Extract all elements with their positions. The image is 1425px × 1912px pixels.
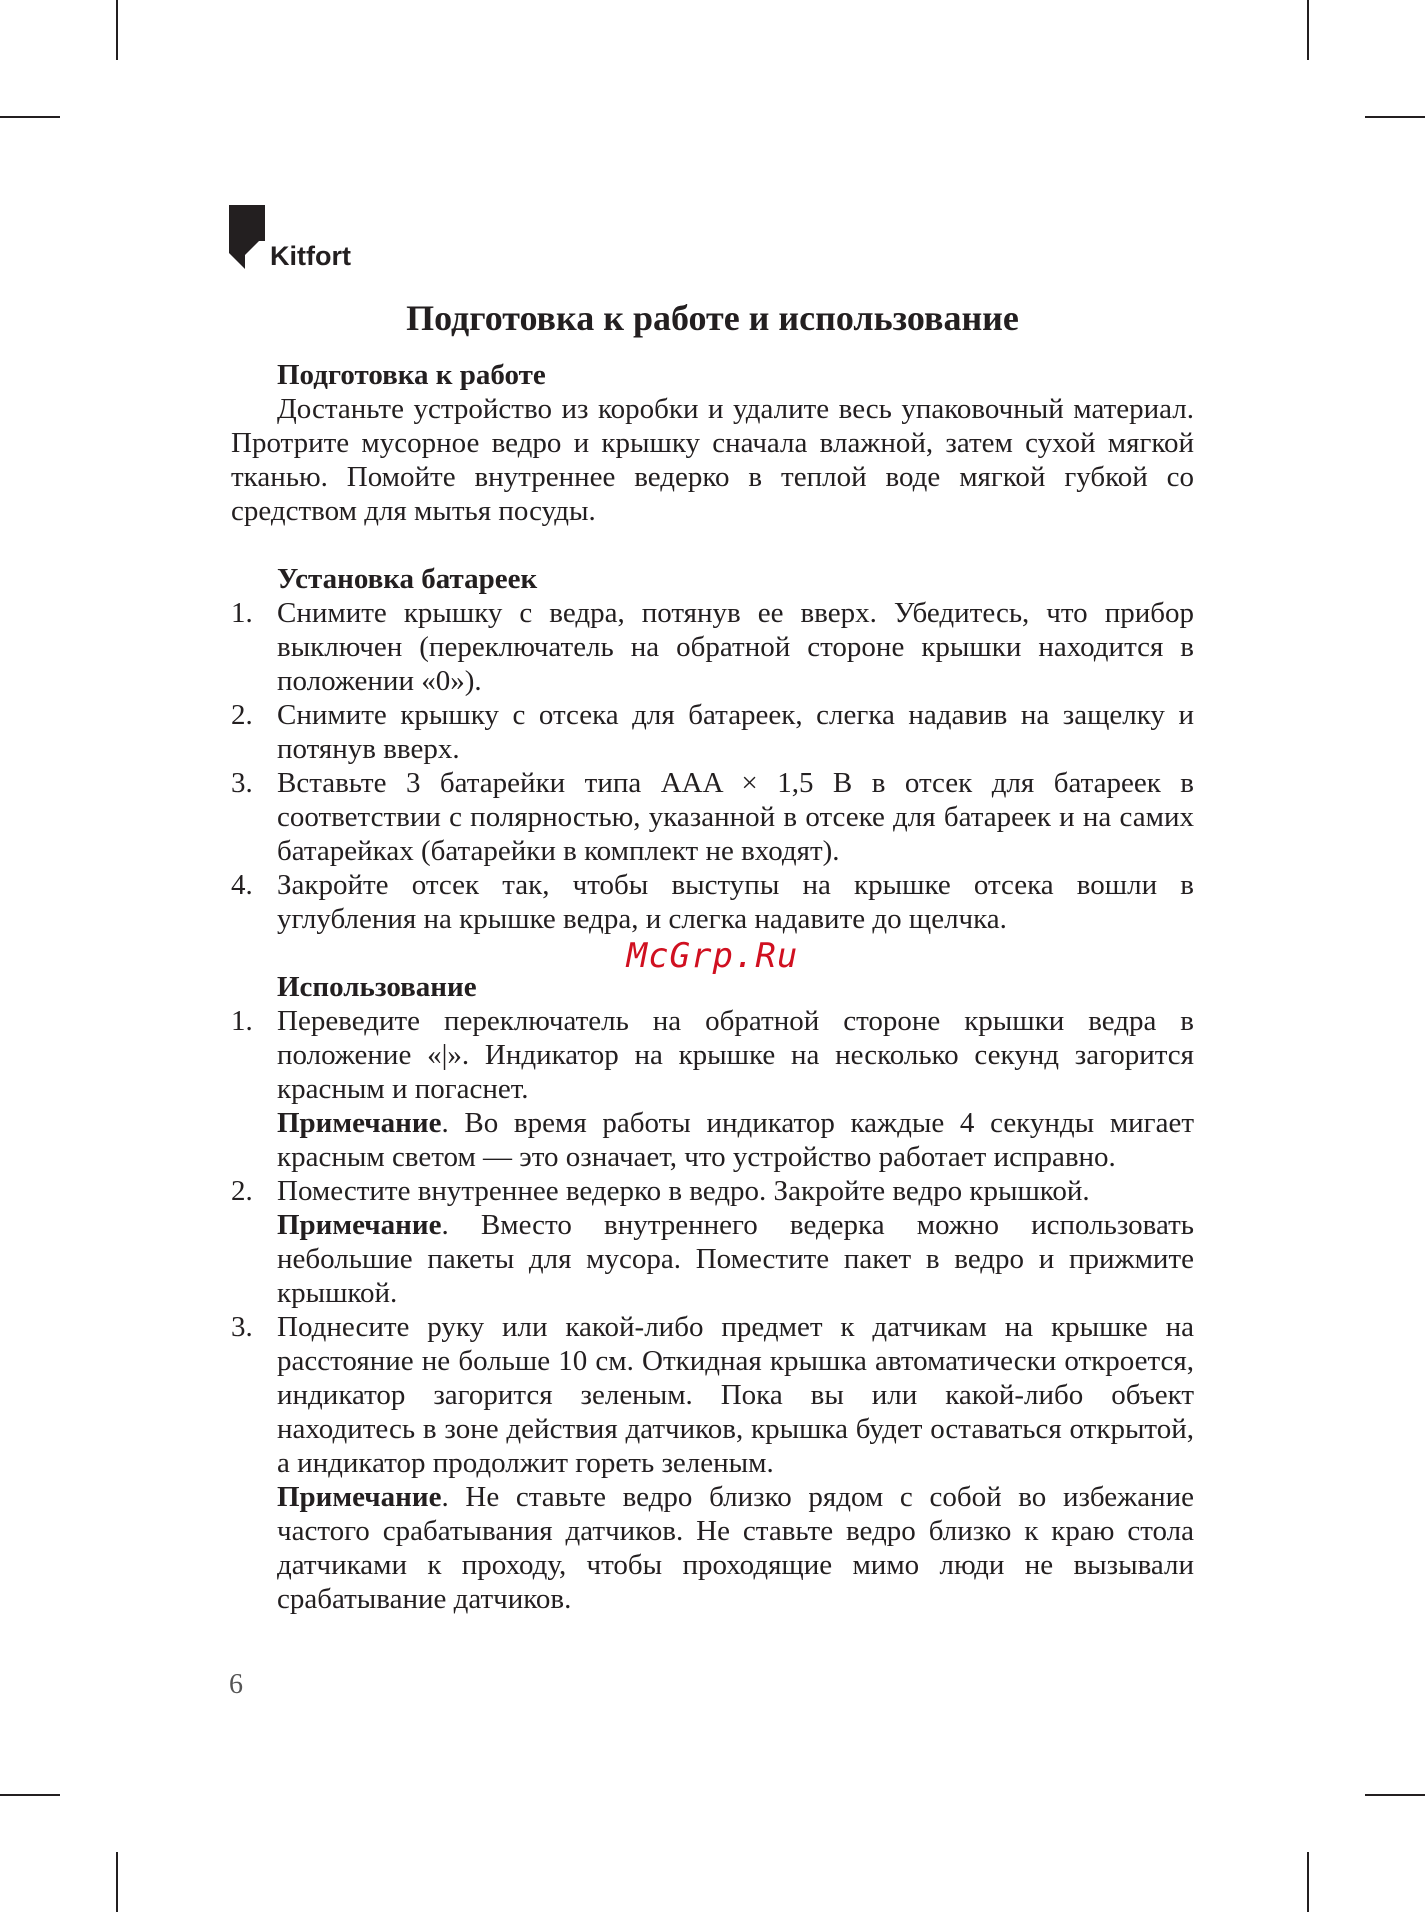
- step-number: 3.: [231, 767, 253, 799]
- step-number: 3.: [231, 1311, 253, 1343]
- step-number: 2.: [231, 1175, 253, 1207]
- batteries-steps: [231, 596, 1194, 936]
- step-text: Снимите крышку с отсека для батареек, слегка надавив на защелку и потянув вверх.: [277, 699, 1194, 765]
- watermark: McGrp.Ru: [626, 936, 799, 976]
- note: [277, 1208, 1194, 1310]
- crop-mark: [1307, 1852, 1309, 1912]
- list-item: [231, 1310, 1194, 1616]
- list-item: [231, 596, 1194, 698]
- step-number: 1.: [231, 597, 253, 629]
- section-heading-prep: Подготовка к работе: [277, 359, 546, 391]
- brand-name: Kitfort: [270, 241, 351, 271]
- usage-steps: [231, 1004, 1194, 1616]
- list-item: [231, 698, 1194, 766]
- step-text: Поднесите руку или какой-либо предмет к датчикам на крышке на расстояние не больше 10 см. Откидная крышка автоматически откроется, индикатор загорится зеленым. Пока вы или какой-либо объект находитесь в зоне действия датчиков, крышка будет оставаться открытой, а индикатор продолжит гореть зеленым.: [277, 1311, 1194, 1479]
- crop-mark: [116, 1852, 118, 1912]
- step-text: Закройте отсек так, чтобы выступы на крышке отсека вошли в углубления на крышке ведра, и слегка надавите до щелчка.: [277, 869, 1194, 935]
- step-text: Вставьте 3 батарейки типа AAA × 1,5 В в отсек для батареек в соответствии с полярностью, указанной в отсеке для батареек и на самих батарейках (батарейки в комплект не входят).: [277, 767, 1194, 867]
- page-number: 6: [229, 1669, 243, 1700]
- step-number: 2.: [231, 699, 253, 731]
- step-number: 1.: [231, 1005, 253, 1037]
- note-label: Примечание: [277, 1107, 442, 1139]
- crop-mark: [1365, 1794, 1425, 1796]
- note-text: . Не ставьте ведро близко рядом с собой во избежание частого срабатывания датчиков. Не ставьте ведро близко к краю стола датчиками к проходу, чтобы проходящие мимо люди не вызывали срабатывание датчиков.: [277, 1481, 1194, 1615]
- step-number: 4.: [231, 869, 253, 901]
- step-text: Поместите внутреннее ведерко в ведро. Закройте ведро крышкой.: [277, 1175, 1090, 1207]
- page-title: Подготовка к работе и использование: [406, 298, 1019, 338]
- list-item: [231, 1174, 1194, 1310]
- section-heading-usage: Использование: [277, 971, 477, 1003]
- note-label: Примечание: [277, 1209, 442, 1241]
- list-item: [231, 766, 1194, 868]
- crop-mark: [1307, 0, 1309, 60]
- crop-mark: [1365, 116, 1425, 118]
- section-heading-batteries: Установка батареек: [277, 563, 538, 595]
- note: [277, 1106, 1194, 1174]
- step-text: Снимите крышку с ведра, потянув ее вверх. Убедитесь, что прибор выключен (переключатель на обратной стороне крышки находится в положении «0»).: [277, 597, 1194, 697]
- list-item: [231, 1004, 1194, 1174]
- brand-logo: [229, 205, 389, 269]
- list-item: [231, 868, 1194, 936]
- prep-paragraph: Достаньте устройство из коробки и удалите весь упаковочный материал. Протрите мусорное ведро и крышку сначала влажной, затем сухой мягкой тканью. Помойте внутреннее ведерко в теплой воде мягкой губкой со средством для мытья посуды.: [231, 393, 1194, 527]
- note-text: . Во время работы индикатор каждые 4 секунды мигает красным светом — это означает, что устройство работает исправно.: [277, 1107, 1194, 1173]
- note-label: Примечание: [277, 1481, 442, 1513]
- crop-mark: [116, 0, 118, 60]
- note-text: . Вместо внутреннего ведерка можно использовать небольшие пакеты для мусора. Поместите пакет в ведро и прижмите крышкой.: [277, 1209, 1194, 1309]
- crop-mark: [0, 1794, 60, 1796]
- note: [277, 1480, 1194, 1616]
- crop-mark: [0, 116, 60, 118]
- step-text: Переведите переключатель на обратной стороне крышки ведра в положение «|». Индикатор на крышке на несколько секунд загорится красным и погаснет.: [277, 1005, 1194, 1105]
